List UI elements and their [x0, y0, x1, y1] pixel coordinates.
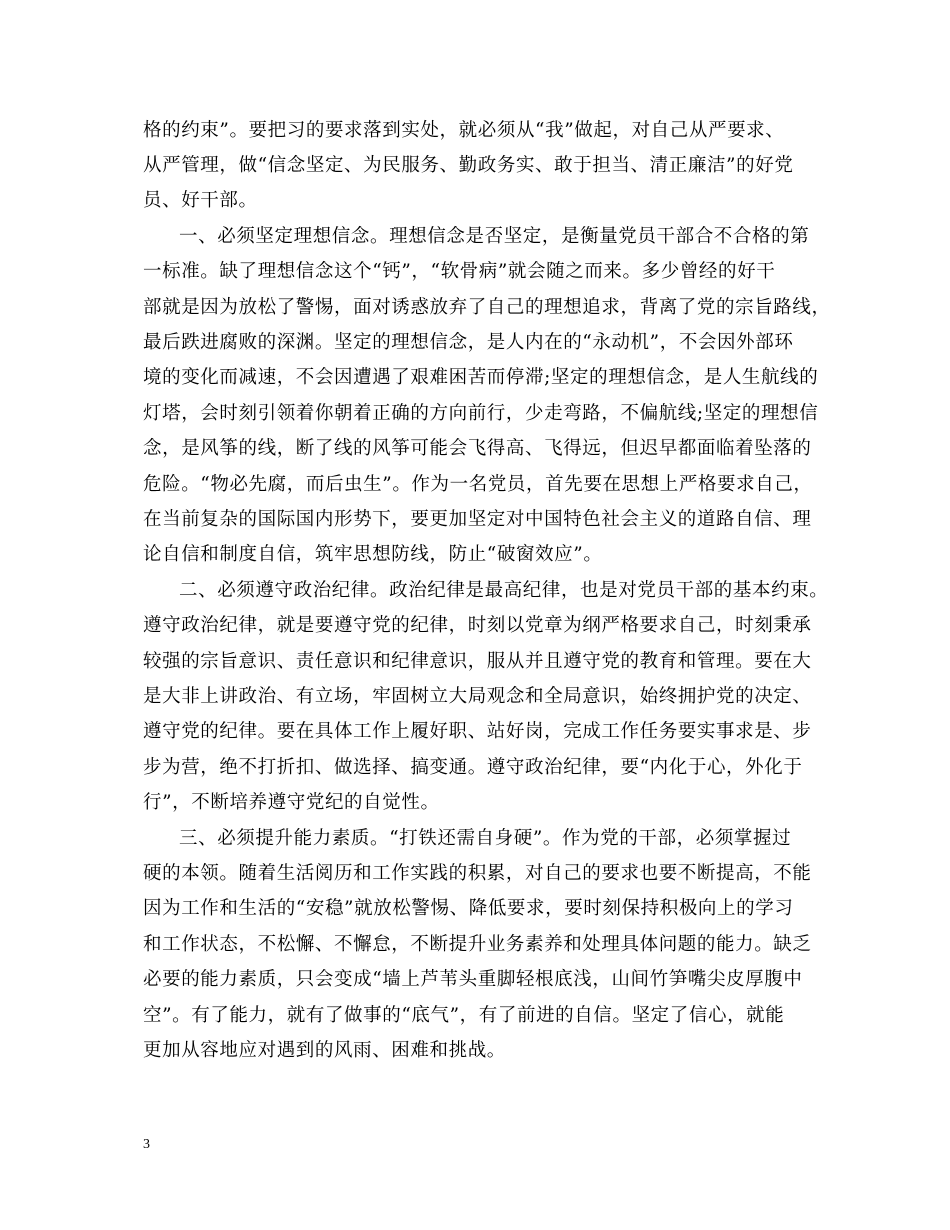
- text-line: 是大非上讲政治、有立场，牢固树立大局观念和全局意识，始终拥护党的决定、: [143, 686, 812, 707]
- text-line: 最后跌进腐败的深渊。坚定的理想信念，是人内在的“永动机”，不会因外部环: [143, 332, 794, 353]
- text-line: 在当前复杂的国际国内形势下，要更加坚定对中国特色社会主义的道路自信、理: [143, 509, 812, 530]
- text-line: 必要的能力素质，只会变成“墙上芦苇头重脚轻根底浅，山间竹笋嘴尖皮厚腹中: [143, 969, 803, 990]
- text-line: 行”，不断培养遵守党纪的自觉性。: [143, 792, 440, 813]
- text-line: 灯塔，会时刻引领着你朝着正确的方向前行，少走弯路，不偏航线;坚定的理想信: [143, 403, 819, 424]
- text-line: 从严管理，做“信念坚定、为民服务、勤政务实、敢于担当、清正廉洁”的好党: [143, 155, 794, 176]
- text-line: 一标准。缺了理想信念这个“钙”，“软骨病”就会随之而来。多少曾经的好干: [143, 261, 776, 282]
- text-line: 部就是因为放松了警惕，面对诱惑放弃了自己的理想追求，背离了党的宗旨路线，: [143, 297, 831, 318]
- text-line: 空”。有了能力，就有了做事的“底气”，有了前进的自信。坚定了信心，就能: [143, 1005, 785, 1026]
- paragraph-first-line: 三、必须提升能力素质。“打铁还需自身硬”。作为党的干部，必须掌握过: [179, 828, 792, 849]
- text-line: 较强的宗旨意识、责任意识和纪律意识，服从并且遵守党的教育和管理。要在大: [143, 651, 812, 672]
- text-line: 格的约束”。要把习的要求落到实处，就必须从“我”做起，对自己从严要求、: [143, 120, 785, 141]
- text-line: 遵守政治纪律，就是要遵守党的纪律，时刻以党章为纲严格要求自己，时刻秉承: [143, 615, 812, 636]
- text-line: 硬的本领。随着生活阅历和工作实践的积累，对自己的要求也要不断提高，不能: [143, 863, 812, 884]
- text-line: 危险。“物必先腐，而后虫生”。作为一名党员，首先要在思想上严格要求自己，: [143, 474, 813, 495]
- text-line: 更加从容地应对遇到的风雨、困难和挑战。: [143, 1040, 506, 1061]
- text-line: 和工作状态，不松懈、不懈怠，不断提升业务素养和处理具体问题的能力。缺乏: [143, 934, 812, 955]
- text-line: 境的变化而减速，不会因遭遇了艰难困苦而停滞;坚定的理想信念，是人生航线的: [143, 367, 819, 388]
- text-line: 员、好干部。: [143, 190, 258, 211]
- page-number: 3: [143, 1137, 150, 1152]
- paragraph-first-line: 一、必须坚定理想信念。理想信念是否坚定，是衡量党员干部合不合格的第: [179, 226, 810, 247]
- text-line: 步为营，绝不打折扣、做选择、搞变通。遵守政治纪律，要“内化于心，外化于: [143, 757, 803, 778]
- paragraph-first-line: 二、必须遵守政治纪律。政治纪律是最高纪律，也是对党员干部的基本约束。: [179, 580, 829, 601]
- text-line: 论自信和制度自信，筑牢思想防线，防止“破窗效应”。: [143, 544, 603, 565]
- text-line: 念，是风筝的线，断了线的风筝可能会飞得高、飞得远，但迟早都面临着坠落的: [143, 438, 812, 459]
- text-line: 遵守党的纪律。要在具体工作上履好职、站好岗，完成工作任务要实事求是、步: [143, 721, 812, 742]
- text-line: 因为工作和生活的“安稳”就放松警惕、降低要求，要时刻保持积极向上的学习: [143, 898, 794, 919]
